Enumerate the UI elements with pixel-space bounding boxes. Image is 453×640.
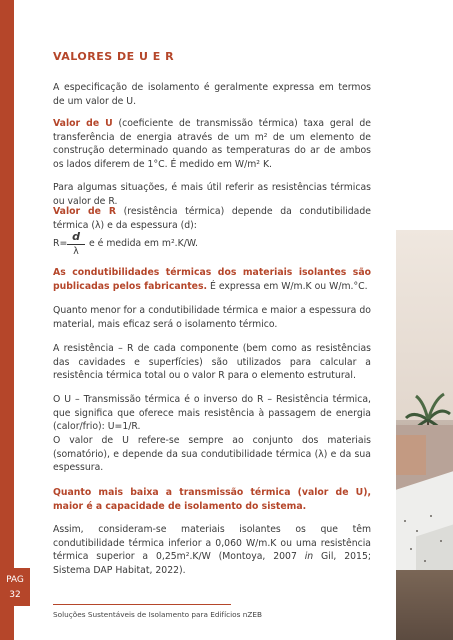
r-value-term: Valor de R xyxy=(53,206,117,217)
page-number-tab xyxy=(0,568,30,606)
paragraph-criteria xyxy=(53,523,371,577)
paragraph-intro-text: A especificação de isolamento é geralmente expressa em termos de um valor de U. xyxy=(53,82,371,107)
paragraph-efficiency xyxy=(53,304,371,331)
criteria-text-a: Assim, consideram-se materiais isolantes os que têm condutibilidade térmica inferior a 0,060 W/m.K ou uma resistência térmica superior a 0,25m².K/W (Montoya, 2007 xyxy=(53,524,371,563)
footer-title: Soluções Sustentáveis de Isolamento para Edifícios nZEB xyxy=(53,610,263,619)
page-number: 32 xyxy=(9,590,21,600)
paragraph-inverse xyxy=(53,393,371,434)
conductivity-highlight: As condutibilidades térmicas dos materiais isolantes são publicadas pelos fabricantes. xyxy=(53,267,371,292)
conductivity-unit: É expressa em W/m.K ou W/m.°C. xyxy=(207,280,368,292)
paragraph-u-total-text: O valor de U refere-se sempre ao conjunto dos materiais (somatório), e depende da sua condutibilidade térmica (λ) e da sua espessura. xyxy=(53,435,371,474)
r-value-definition: (resistência térmica) depende da condutibilidade térmica (λ) e da espessura (d): xyxy=(53,206,371,231)
formula-numerator: d xyxy=(72,230,80,243)
formula-prefix: R= xyxy=(53,238,68,249)
paragraph-key-statement xyxy=(53,486,371,513)
criteria-text-b: Gil, 2015; Sistema DAP Habitat, 2022). xyxy=(53,551,371,576)
paragraph-resistance xyxy=(53,342,371,383)
paragraph-u-value xyxy=(53,117,371,171)
paragraph-r-intro-text: Para algumas situações, é mais útil referir as resistências térmicas ou valor de R. xyxy=(53,182,371,207)
footer-divider xyxy=(53,604,231,605)
page-label: PAG xyxy=(6,575,24,585)
criteria-italic: in xyxy=(304,551,314,563)
formula-fraction xyxy=(67,230,85,257)
paragraph-r-value xyxy=(53,205,371,232)
u-value-term: Valor de U xyxy=(53,118,113,129)
paragraph-efficiency-text: Quanto menor for a condutibilidade térmica e maior a espessura do material, mais eficaz será o isolamento térmico. xyxy=(53,305,371,330)
paragraph-inverse-text: O U – Transmissão térmica é o inverso do R – Resistência térmica, que significa que oferece mais resistência à passagem de energia (calor/frio): U=1/R. xyxy=(53,394,371,433)
paragraph-u-total xyxy=(53,434,371,475)
left-accent-bar xyxy=(0,0,14,640)
decorative-photo xyxy=(396,230,453,640)
u-value-definition: (coeficiente de transmissão térmica) taxa geral de transferência de energia através de um m² de um elemento de construção determinado quando as temperaturas do ar de ambos os lados diferem de 1°C. É medido em W/m² K. xyxy=(53,118,371,170)
paragraph-conductivity xyxy=(53,266,371,293)
paragraph-resistance-text: A resistência – R de cada componente (bem como as resistências das cavidades e superfícies) são utilizados para calcular a resistência térmica total ou o valor R para o elemento estrutural. xyxy=(53,343,371,382)
paragraph-key-statement-text: Quanto mais baixa a transmissão térmica (valor de U), maior é a capacidade de isolamento do sistema. xyxy=(53,487,371,512)
paragraph-intro xyxy=(53,81,371,108)
formula-suffix: e é medida em m².K/W. xyxy=(89,238,198,249)
formula-denominator: λ xyxy=(73,246,79,257)
section-heading: VALORES DE U E R xyxy=(53,50,175,63)
